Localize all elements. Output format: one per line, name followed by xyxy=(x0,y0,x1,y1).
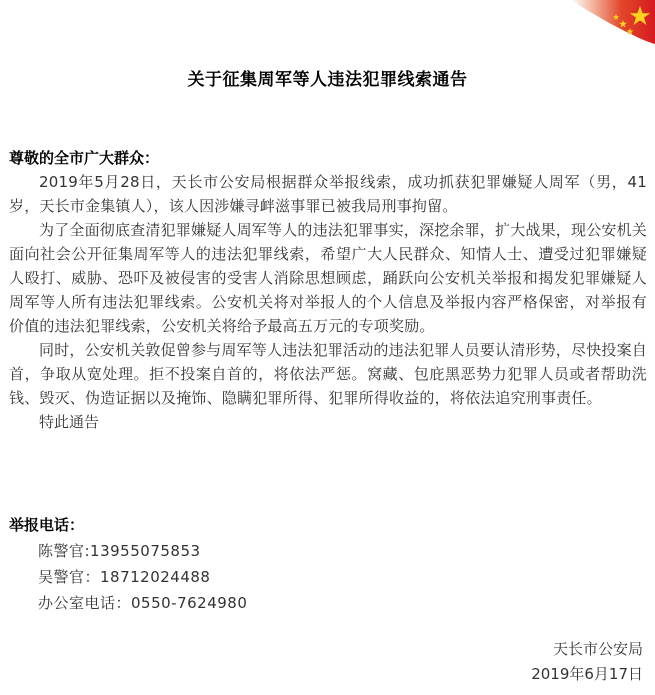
salutation: 尊敬的全市广大群众： xyxy=(9,149,160,167)
issue-date: 2019年6月17日 xyxy=(531,665,643,683)
paragraph: 为了全面彻底查清犯罪嫌疑人周军等人的违法犯罪事实，深挖余罪，扩大战果，现公安机关面向社会公开征集周军等人的违法犯罪线索，希望广大人民群众、知情人士、遭受过犯罪嫌疑人殴打、威胁、恐吓及被侵害的受害人消除思想顾虑，踊跃向公安机关举报和揭发犯罪嫌疑人周军等人所有违法犯罪线索。公安机关将对举报人的个人信息及举报内容严格保密，对举报有价值的违法犯罪线索，公安机关将给予最高五万元的专项奖励。 xyxy=(9,221,648,335)
flag-stars-decoration xyxy=(571,0,655,44)
phone-heading: 举报电话： xyxy=(9,516,85,534)
contact-chen: 陈警官:13955075853 xyxy=(38,542,201,560)
paragraph: 同时，公安机关敦促曾参与周军等人违法犯罪活动的违法犯罪人员要认清形势，尽快投案自首，争取从宽处理。拒不投案自首的，将依法严惩。窝藏、包庇黑恶势力犯罪人员或者帮助洗钱、毁灭、伪造证据以及掩饰、隐瞒犯罪所得、犯罪所得收益的，将依法追究刑事责任。 xyxy=(9,341,648,407)
notice-title: 关于征集周军等人违法犯罪线索通告 xyxy=(187,70,468,90)
notice-body xyxy=(9,146,647,434)
contact-wu: 吴警官：18712024488 xyxy=(38,568,211,586)
paragraph: 2019年5月28日，天长市公安局根据群众举报线索，成功抓获犯罪嫌疑人周军（男，41岁，天长市金集镇人），该人因涉嫌寻衅滋事罪已被我局刑事拘留。 xyxy=(9,173,647,215)
issuer: 天长市公安局 xyxy=(552,640,643,658)
closing-line: 特此通告 xyxy=(39,413,100,431)
contact-office: 办公室电话：0550-7624980 xyxy=(38,594,248,612)
